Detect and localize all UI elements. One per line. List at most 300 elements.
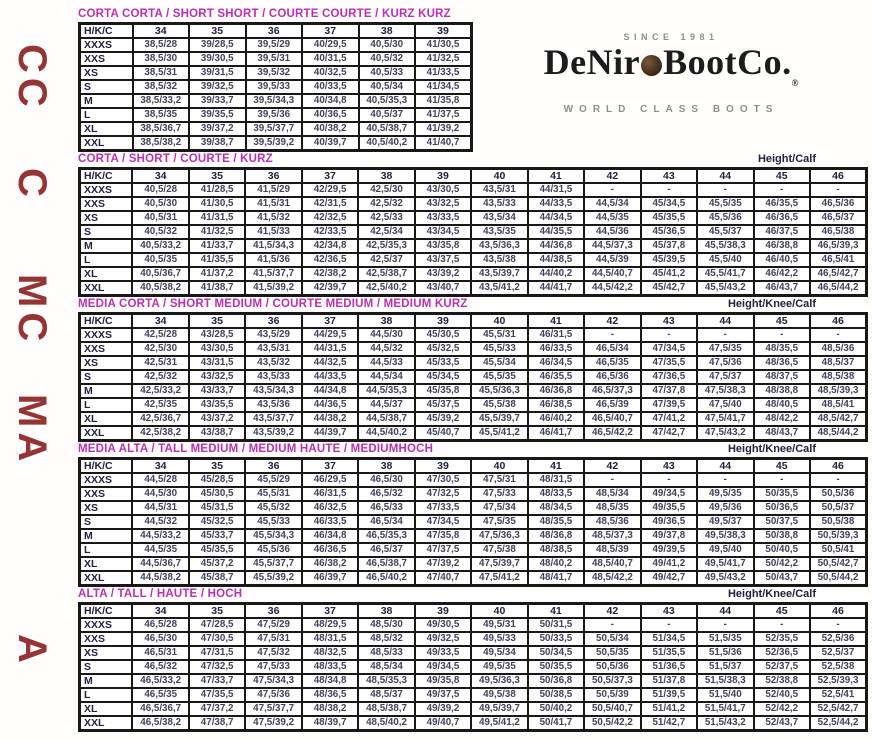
column-header: 43 — [641, 169, 697, 184]
column-header: 38 — [358, 314, 414, 329]
size-cell: 44/32,5 — [302, 356, 358, 370]
column-header: 38 — [358, 604, 414, 619]
size-cell: 41,5/37,7 — [245, 267, 301, 281]
size-cell: 42,5/32 — [358, 197, 414, 211]
size-cell: 45,5/31 — [245, 487, 301, 501]
row-label: XXXS — [80, 618, 133, 632]
size-cell: 49/34,5 — [415, 660, 471, 674]
row-label: XXXS — [80, 473, 133, 487]
size-cell: 47/31,5 — [189, 646, 245, 660]
size-cell: 45,5/43,2 — [697, 281, 753, 296]
row-label: XXS — [80, 342, 133, 356]
size-cell: - — [584, 618, 640, 632]
size-cell: 48,5/36 — [810, 342, 867, 356]
size-cell: 49,5/31 — [471, 618, 527, 632]
size-cell: 39/28,5 — [189, 38, 246, 52]
size-cell: 40,5/37 — [359, 108, 416, 122]
column-header: 46 — [810, 314, 867, 329]
size-cell: 40,5/31 — [132, 211, 188, 225]
size-cell: 44,5/36,7 — [132, 557, 188, 571]
column-header: 36 — [245, 314, 301, 329]
size-cell: 38,5/38,2 — [133, 136, 190, 151]
size-cell: 47,5/41,7 — [697, 412, 753, 426]
size-cell: 48/35,5 — [754, 342, 810, 356]
size-cell: 44,5/37 — [358, 398, 414, 412]
column-header: 34 — [132, 314, 188, 329]
size-cell: 46,5/35 — [132, 688, 188, 702]
size-cell: 42,5/28 — [132, 328, 188, 342]
table-row — [80, 384, 867, 398]
size-cell: 47,5/29 — [245, 618, 301, 632]
table-row — [80, 674, 867, 688]
size-cell: 44,5/31 — [132, 501, 188, 515]
column-header: 36 — [245, 169, 301, 184]
row-label: L — [80, 108, 133, 122]
size-cell: 43/33,7 — [189, 384, 245, 398]
size-cell: 46/37,5 — [754, 225, 810, 239]
size-cell: 46,5/35,3 — [358, 529, 414, 543]
size-cell: 50/40,2 — [528, 702, 584, 716]
side-label-ma: MA — [10, 394, 54, 467]
column-header: 43 — [641, 314, 697, 329]
size-table-corta-corta — [78, 22, 473, 152]
size-cell: 43,5/38 — [471, 253, 527, 267]
size-cell: 50,5/38 — [810, 515, 867, 529]
column-header: 34 — [132, 604, 188, 619]
size-cell: 42,5/30 — [358, 183, 414, 197]
size-cell: 39/35,5 — [189, 108, 246, 122]
size-cell: 45/35,8 — [415, 384, 471, 398]
size-cell: 43/30,5 — [415, 183, 471, 197]
row-label: L — [80, 543, 133, 557]
size-cell: 40,5/32 — [132, 225, 188, 239]
registered-mark-icon: ® — [791, 78, 799, 88]
table-row — [80, 281, 867, 296]
size-cell: 39/33,7 — [189, 94, 246, 108]
size-cell: 46,5/38,7 — [358, 557, 414, 571]
size-cell: 50,5/41 — [810, 543, 867, 557]
row-label: M — [80, 674, 133, 688]
size-cell: 43/35,8 — [415, 239, 471, 253]
size-cell: - — [810, 473, 867, 487]
table-row — [80, 618, 867, 632]
size-cell: 47/30,5 — [415, 473, 471, 487]
size-cell: 49/39,5 — [641, 543, 697, 557]
size-cell: 38,5/31 — [133, 66, 190, 80]
table-row — [80, 473, 867, 487]
table-row — [80, 632, 867, 646]
size-cell: 50/36,5 — [754, 501, 810, 515]
size-cell: 43,5/34,3 — [245, 384, 301, 398]
size-cell: 44/29,5 — [302, 328, 358, 342]
size-cell: 45/41,2 — [641, 267, 697, 281]
size-cell: 45/30,5 — [189, 487, 245, 501]
section-head — [78, 8, 868, 21]
side-label-mc: MC — [10, 274, 54, 347]
size-cell: 46,5/36 — [584, 370, 640, 384]
size-cell: 41/33,5 — [415, 66, 472, 80]
size-cell: 49/41,2 — [641, 557, 697, 571]
size-cell: 46,5/32 — [358, 487, 414, 501]
section-head — [78, 298, 868, 311]
size-cell: 46,5/30 — [358, 473, 414, 487]
table-row — [80, 80, 472, 94]
column-header: 40 — [471, 459, 527, 474]
size-cell: 48/36,8 — [528, 529, 584, 543]
row-label: XXL — [80, 716, 133, 731]
size-cell: 45/37,2 — [189, 557, 245, 571]
section-title: CORTA CORTA / SHORT SHORT / COURTE COURTE / KURZ KURZ — [78, 8, 451, 20]
size-cell: 46/38,5 — [528, 398, 584, 412]
size-cell: 40,5/38,7 — [359, 122, 416, 136]
size-cell: 44/31,5 — [302, 342, 358, 356]
section-title: CORTA / SHORT / COURTE / KURZ — [78, 153, 273, 165]
measure-label: Height/Knee/Calf — [727, 298, 816, 310]
size-cell: - — [754, 618, 810, 632]
size-cell: 41/34,5 — [415, 80, 472, 94]
size-cell: 42/39,7 — [302, 281, 358, 296]
size-cell: 50,5/39,3 — [810, 529, 867, 543]
size-cell: 44,5/30 — [132, 487, 188, 501]
size-cell: - — [754, 328, 810, 342]
size-cell: 38,5/30 — [133, 52, 190, 66]
size-cell: 46,5/37 — [358, 543, 414, 557]
size-cell: 49/36,5 — [641, 515, 697, 529]
table-row — [80, 515, 867, 529]
size-cell: 44,5/32 — [358, 342, 414, 356]
column-header: 39 — [415, 24, 472, 39]
size-cell: 46/31,5 — [302, 487, 358, 501]
table-row — [80, 136, 472, 151]
table-row — [80, 239, 867, 253]
size-cell: 43,5/35 — [471, 225, 527, 239]
size-cell: 48,5/32 — [358, 632, 414, 646]
column-header: 39 — [415, 604, 471, 619]
size-cell: 41,5/29 — [245, 183, 301, 197]
size-cell: 48,5/41 — [810, 398, 867, 412]
size-cell: 38,5/36,7 — [133, 122, 190, 136]
size-cell: 39,5/39,2 — [246, 136, 303, 151]
header-row — [80, 314, 867, 329]
size-cell: 49,5/37 — [697, 515, 753, 529]
size-cell: 46/32,5 — [302, 501, 358, 515]
size-cell: 42/38,2 — [302, 267, 358, 281]
size-cell: 44/36,8 — [528, 239, 584, 253]
size-cell: 47,5/35 — [697, 342, 753, 356]
size-cell: 45/33,5 — [415, 356, 471, 370]
size-cell: 41,5/34,3 — [245, 239, 301, 253]
size-cell: 52/42,2 — [754, 702, 810, 716]
size-tables — [78, 8, 868, 733]
size-cell: 50/42,2 — [754, 557, 810, 571]
size-cell: 49/35,8 — [415, 674, 471, 688]
size-cell: 42,5/33 — [358, 211, 414, 225]
size-cell: 49,5/43,2 — [697, 571, 753, 586]
size-cell: 42/29,5 — [302, 183, 358, 197]
size-cell: 47/41,2 — [641, 412, 697, 426]
size-cell: 40,5/33,2 — [132, 239, 188, 253]
size-cell: 45,5/35 — [471, 370, 527, 384]
size-cell: 42,5/35 — [132, 398, 188, 412]
size-cell: 44,5/33 — [358, 356, 414, 370]
size-cell: 46,5/28 — [132, 618, 188, 632]
section-head — [78, 588, 868, 601]
size-cell: - — [584, 328, 640, 342]
section-head — [78, 443, 868, 456]
size-cell: 40,5/32 — [359, 52, 416, 66]
size-cell: 43/28,5 — [189, 328, 245, 342]
size-cell: 44,5/30 — [358, 328, 414, 342]
size-cell: 43/37,2 — [189, 412, 245, 426]
size-cell: 48/35,5 — [528, 515, 584, 529]
size-cell: 41/37,5 — [415, 108, 472, 122]
size-cell: 40/39,7 — [302, 136, 359, 151]
size-cell: 45,5/31 — [471, 328, 527, 342]
size-cell: 52,5/44,2 — [810, 716, 867, 731]
column-header: 43 — [641, 604, 697, 619]
size-cell: 43,5/31 — [245, 342, 301, 356]
size-cell: 44,5/32 — [132, 515, 188, 529]
row-label: XXS — [80, 52, 133, 66]
size-cell: 44,5/36 — [584, 225, 640, 239]
size-cell: 50/38,8 — [754, 529, 810, 543]
size-cell: 48,5/34 — [358, 660, 414, 674]
size-cell: 42/33,5 — [302, 225, 358, 239]
size-cell: - — [641, 183, 697, 197]
size-cell: 42,5/32 — [132, 370, 188, 384]
size-cell: 49,5/35 — [471, 660, 527, 674]
column-header: 36 — [245, 604, 301, 619]
size-cell: 40/34,8 — [302, 94, 359, 108]
column-header: 35 — [189, 169, 245, 184]
size-cell: 51/37,8 — [641, 674, 697, 688]
column-header: 36 — [245, 459, 301, 474]
table-row — [80, 543, 867, 557]
size-section-media-alta — [78, 443, 868, 587]
size-cell: 44/33,5 — [302, 370, 358, 384]
size-cell: 47/37,2 — [189, 702, 245, 716]
size-cell: 47,5/34,3 — [245, 674, 301, 688]
table-row — [80, 412, 867, 426]
size-cell: 51/36,5 — [641, 660, 697, 674]
size-cell: 43,5/33 — [245, 370, 301, 384]
size-cell: 49,5/36 — [697, 501, 753, 515]
header-row — [80, 169, 867, 184]
row-label: XS — [80, 646, 133, 660]
section-head — [78, 153, 868, 166]
size-cell: 49,5/36,3 — [471, 674, 527, 688]
size-cell: 46,5/35 — [584, 356, 640, 370]
size-cell: 50/31,5 — [528, 618, 584, 632]
size-cell: 52/40,5 — [754, 688, 810, 702]
row-label: XL — [80, 557, 133, 571]
size-cell: 46,5/38 — [810, 225, 867, 239]
size-cell: 47/32,5 — [189, 660, 245, 674]
size-cell: 45/35,5 — [189, 543, 245, 557]
size-cell: 44/34,8 — [302, 384, 358, 398]
row-label: M — [80, 94, 133, 108]
table-row — [80, 94, 472, 108]
row-label: XL — [80, 122, 133, 136]
size-cell: 51,5/41,7 — [697, 702, 753, 716]
size-cell: 45,5/41,7 — [697, 267, 753, 281]
size-cell: 46,5/42,7 — [810, 267, 867, 281]
size-cell: 48,5/35,3 — [358, 674, 414, 688]
size-cell: 45/37,8 — [641, 239, 697, 253]
size-cell: 46/33,5 — [302, 515, 358, 529]
row-label: XXXS — [80, 328, 133, 342]
size-cell: 46,5/33 — [358, 501, 414, 515]
header-row — [80, 604, 867, 619]
size-cell: - — [810, 183, 867, 197]
column-header: 41 — [528, 314, 584, 329]
table-row — [80, 501, 867, 515]
size-cell: 46/34,5 — [528, 356, 584, 370]
size-cell: 44/39,7 — [302, 426, 358, 441]
table-row — [80, 183, 867, 197]
size-cell: 41/32,5 — [415, 52, 472, 66]
size-cell: 46,5/32 — [132, 660, 188, 674]
size-cell: 44,5/34 — [358, 370, 414, 384]
size-section-corta-corta — [78, 8, 868, 152]
size-cell: 51,5/40 — [697, 688, 753, 702]
header-row — [80, 24, 472, 39]
size-cell: 39/38,7 — [189, 136, 246, 151]
size-cell: 46/35,5 — [528, 370, 584, 384]
size-cell: 50/37,5 — [754, 515, 810, 529]
size-cell: 43,5/36,3 — [471, 239, 527, 253]
size-cell: - — [641, 328, 697, 342]
size-cell: 48/29,5 — [302, 618, 358, 632]
size-cell: 43/32,5 — [189, 370, 245, 384]
size-cell: 46/35,5 — [754, 197, 810, 211]
table-row — [80, 328, 867, 342]
size-cell: 48/31,5 — [528, 473, 584, 487]
row-label: S — [80, 225, 133, 239]
size-cell: 42,5/31 — [132, 356, 188, 370]
size-cell: 49,5/40 — [697, 543, 753, 557]
column-header: 35 — [189, 604, 245, 619]
size-cell: 47/35,8 — [415, 529, 471, 543]
corner-header: H/K/C — [80, 169, 133, 184]
size-cell: 40,5/38,2 — [132, 281, 188, 296]
row-label: L — [80, 398, 133, 412]
column-header: 45 — [754, 314, 810, 329]
size-cell: 52,5/37 — [810, 646, 867, 660]
size-cell: 50,5/36 — [584, 660, 640, 674]
size-cell: 50,5/42,7 — [810, 557, 867, 571]
table-row — [80, 197, 867, 211]
size-cell: 47,5/37,7 — [245, 702, 301, 716]
size-cell: 44,5/28 — [132, 473, 188, 487]
size-cell: 45,5/36 — [697, 211, 753, 225]
size-cell: 43,5/32 — [245, 356, 301, 370]
size-cell: 46/38,2 — [302, 557, 358, 571]
size-cell: 51/42,7 — [641, 716, 697, 731]
size-cell: 48,5/39,3 — [810, 384, 867, 398]
size-cell: 48/38,5 — [528, 543, 584, 557]
size-cell: 47/39,5 — [641, 398, 697, 412]
table-row — [80, 225, 867, 239]
column-header: 44 — [697, 169, 753, 184]
size-cell: 47/38,7 — [189, 716, 245, 731]
column-header: 45 — [754, 459, 810, 474]
size-cell: 50/35,5 — [528, 660, 584, 674]
row-label: XXS — [80, 487, 133, 501]
size-cell: 51/39,5 — [641, 688, 697, 702]
size-cell: 44/34,5 — [528, 211, 584, 225]
size-cell: 40/31,5 — [302, 52, 359, 66]
row-label: M — [80, 529, 133, 543]
size-cell: 39,5/36 — [246, 108, 303, 122]
size-cell: 44,5/33,2 — [132, 529, 188, 543]
size-cell: - — [697, 473, 753, 487]
size-cell: 45,5/37,7 — [245, 557, 301, 571]
size-cell: 45/36,5 — [641, 225, 697, 239]
size-cell: - — [754, 183, 810, 197]
size-cell: 46,5/40,2 — [358, 571, 414, 586]
size-cell: 47/30,5 — [189, 632, 245, 646]
size-cell: 44,5/35 — [132, 543, 188, 557]
table-row — [80, 211, 867, 225]
size-cell: 44/40,2 — [528, 267, 584, 281]
size-cell: 46/42,2 — [754, 267, 810, 281]
size-cell: 43,5/29 — [245, 328, 301, 342]
table-row — [80, 267, 867, 281]
size-cell: 46/40,2 — [528, 412, 584, 426]
size-cell: 52,5/42,7 — [810, 702, 867, 716]
table-row — [80, 487, 867, 501]
size-cell: 47/33,5 — [415, 501, 471, 515]
size-cell: 45,5/41,2 — [471, 426, 527, 441]
size-cell: 42/32,5 — [302, 211, 358, 225]
size-cell: 47,5/43,2 — [697, 426, 753, 441]
size-cell: 39,5/32 — [246, 66, 303, 80]
size-cell: 45/34,5 — [415, 370, 471, 384]
size-cell: 48/31,5 — [302, 632, 358, 646]
size-cell: 44/41,7 — [528, 281, 584, 296]
size-cell: 41/30,5 — [415, 38, 472, 52]
size-cell: 44/36,5 — [302, 398, 358, 412]
column-header: 45 — [754, 169, 810, 184]
logo-tagline: WORLD CLASS BOOTS — [563, 104, 779, 115]
column-header: 34 — [132, 459, 188, 474]
size-cell: 38,5/35 — [133, 108, 190, 122]
corner-header: H/K/C — [80, 24, 133, 39]
size-cell: 42,5/34 — [358, 225, 414, 239]
size-cell: 51,5/36 — [697, 646, 753, 660]
size-cell: 41/30,5 — [189, 197, 245, 211]
column-header: 37 — [302, 314, 358, 329]
size-cell: 40/36,5 — [302, 108, 359, 122]
size-cell: 47,5/31 — [471, 473, 527, 487]
size-cell: 43,5/34 — [471, 211, 527, 225]
size-cell: 43/35,5 — [189, 398, 245, 412]
size-cell: 48,5/39 — [584, 543, 640, 557]
size-cell: 40,5/40,2 — [359, 136, 416, 151]
size-cell: - — [810, 618, 867, 632]
size-cell: 48,5/42,7 — [810, 412, 867, 426]
size-cell: 41,5/36 — [245, 253, 301, 267]
measure-label: Height/Knee/Calf — [727, 588, 816, 600]
size-cell: 43,5/31 — [471, 183, 527, 197]
size-cell: 46,5/39 — [584, 398, 640, 412]
size-cell: 50/36,8 — [528, 674, 584, 688]
size-cell: 39,5/34,3 — [246, 94, 303, 108]
size-cell: 46/39,7 — [302, 571, 358, 586]
size-cell: 47/34,5 — [415, 515, 471, 529]
size-cell: 52,5/39,3 — [810, 674, 867, 688]
